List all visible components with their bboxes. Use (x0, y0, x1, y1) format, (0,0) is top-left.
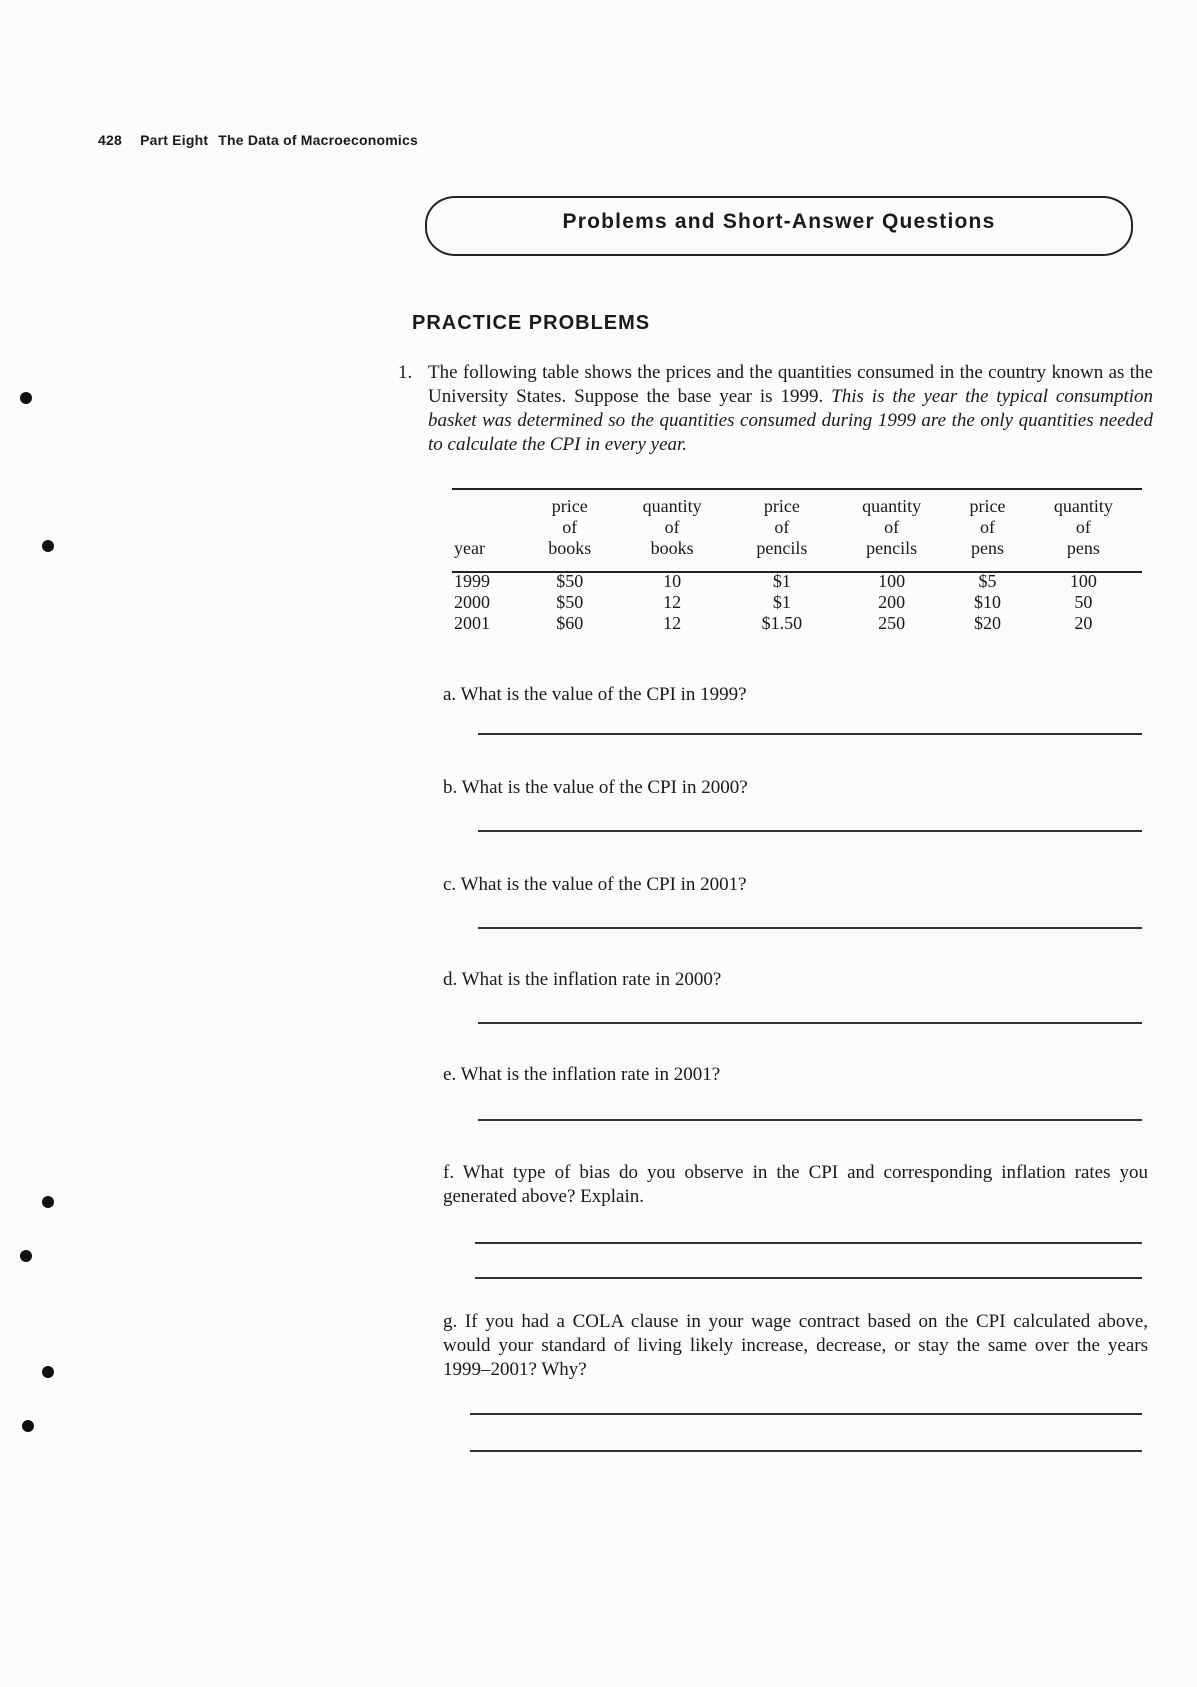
part-label: Part Eight (140, 132, 209, 148)
section-title: PRACTICE PROBLEMS (412, 312, 651, 334)
question-text: What is the value of the CPI in 2001? (460, 874, 747, 895)
question-label: g. (443, 1311, 458, 1332)
table-cell: 12 (663, 592, 682, 612)
table-cell: 100 (878, 571, 906, 591)
table-cell: 200 (878, 592, 906, 612)
binder-hole (20, 1250, 32, 1262)
binder-hole (20, 392, 32, 404)
binder-hole (42, 540, 54, 552)
table-row (452, 613, 1142, 634)
question-label: b. (443, 777, 458, 798)
answer-line-b[interactable] (478, 830, 1142, 832)
table-row (452, 563, 1142, 592)
question-b (443, 776, 748, 800)
table-cell: $1 (772, 592, 791, 612)
table-cell: 50 (1074, 592, 1093, 612)
column-header-quantity-pens: quantity of pens (1053, 496, 1113, 558)
column-header-year: year (454, 538, 485, 558)
question-text: What is the value of the CPI in 2000? (461, 777, 748, 798)
question-e (443, 1063, 720, 1087)
column-header-price-books: price of books (548, 496, 592, 558)
table-cell: 20 (1074, 613, 1093, 633)
table-row (452, 592, 1142, 613)
question-label: a. (443, 684, 457, 705)
question-text: What is the inflation rate in 2001? (460, 1064, 721, 1085)
table-cell: $5 (978, 571, 997, 591)
answer-line-a[interactable] (478, 733, 1142, 735)
table-cell: $10 (974, 592, 1001, 612)
answer-line-g-2[interactable] (470, 1450, 1142, 1452)
answer-line-e[interactable] (478, 1119, 1142, 1121)
table-cell: $20 (974, 613, 1001, 633)
question-label: c. (443, 874, 457, 895)
table-header-row (452, 496, 1142, 563)
problem-text: The following table shows the prices and the quantities consumed in the country known as the University States. Suppose the base year is 1999. (428, 362, 1153, 407)
problem-number: 1. (398, 362, 413, 383)
problem-text-italic: This is the year the typical consumption basket was determined so the quantities consumed during 1999 are the only quantities needed to calculate the CPI in every year. (428, 386, 1154, 455)
binder-hole (42, 1196, 54, 1208)
answer-line-c[interactable] (478, 927, 1142, 929)
question-text: What is the value of the CPI in 1999? (460, 684, 747, 705)
question-text: What type of bias do you observe in the CPI and corresponding inflation rates you generated above? Explain. (443, 1162, 1148, 1207)
question-text: What is the inflation rate in 2000? (461, 969, 722, 990)
table-cell: 2000 (454, 592, 490, 612)
question-label: e. (443, 1064, 457, 1085)
answer-line-d[interactable] (478, 1022, 1142, 1024)
table-cell: 1999 (454, 571, 490, 591)
running-head (98, 132, 418, 148)
question-text: If you had a COLA clause in your wage contract based on the CPI calculated above, would your standard of living likely increase, decrease, or stay the same over the years 1999–2001? Why? (443, 1311, 1149, 1380)
answer-line-f-1[interactable] (475, 1242, 1142, 1244)
binder-hole (22, 1420, 34, 1432)
data-table (452, 496, 1142, 634)
column-header-quantity-books: quantity of books (642, 496, 702, 558)
question-label: d. (443, 969, 458, 990)
column-header-price-pencils: price of pencils (756, 496, 808, 558)
table-cell: $1 (772, 571, 791, 591)
answer-line-f-2[interactable] (475, 1277, 1142, 1279)
page-number: 428 (98, 132, 122, 148)
problem-statement (398, 361, 1154, 457)
question-c (443, 873, 747, 897)
question-d (443, 968, 721, 992)
question-label: f. (443, 1162, 455, 1183)
column-header-quantity-pencils: quantity of pencils (862, 496, 922, 558)
question-g (443, 1310, 1148, 1382)
binder-hole (42, 1366, 54, 1378)
table-cell: 100 (1069, 571, 1097, 591)
table-cell: $50 (556, 592, 584, 612)
table-top-rule (452, 488, 1142, 490)
table-cell: 12 (663, 613, 682, 633)
table-cell: $50 (556, 571, 584, 591)
table-cell: $1.50 (761, 613, 803, 633)
table-cell: $60 (556, 613, 584, 633)
table-cell: 10 (663, 571, 682, 591)
table-cell: 2001 (454, 613, 490, 633)
banner-title: Problems and Short-Answer Questions (562, 210, 996, 233)
question-f (443, 1161, 1148, 1209)
question-a (443, 683, 747, 707)
answer-line-g-1[interactable] (470, 1413, 1142, 1415)
running-head-title: The Data of Macroeconomics (218, 132, 418, 148)
table-cell: 250 (878, 613, 906, 633)
column-header-price-pens: price of pens (969, 496, 1006, 558)
